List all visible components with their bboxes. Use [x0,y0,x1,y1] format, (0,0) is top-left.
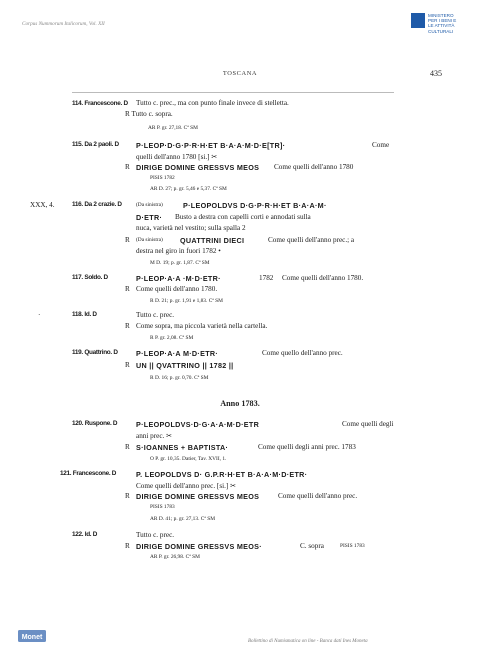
entry-116-pre: (Da sinistra) [136,202,163,208]
entry-120-legend: P·LEOPOLDVS·D·G·A·A·M·D·ETR [136,420,260,429]
entry-116-revdesc2: destra nel giro in fuori 1782 • [136,247,221,255]
journal-header: Corpus Nummorum Italicorum, Vol. XII [22,21,105,27]
entry-115-desc2: quelli dell'anno 1780 [si.] ✂ [136,153,218,161]
monet-logo-icon [18,630,46,642]
section-title: TOSCANA [222,70,258,77]
entry-115-meta: AR D. 27; p. gr. 5,46 e 5,37. Cª SM [150,186,227,192]
entry-120-meta: O P. gr. 10,35. Datier, Tav. XVII, 1. [150,456,227,462]
entry-121-pisis: PISIS 1783 [150,504,175,510]
entry-119-meta: R D. 16; p. gr. 0,70. Cª SM [150,375,209,381]
entry-120-rev: R [125,443,130,451]
svg-text:Monet: Monet [21,634,43,641]
entry-115-revlegend: DIRIGE DOMINE GRESSVS MEOS [136,163,260,172]
entry-114-obverse: Tutto c. prec., ma con punto finale invece di stelletta. [136,99,289,107]
entry-119-revlegend: UN || QVATTRINO || 1782 || [136,361,234,370]
entry-118-rev: R [125,322,130,330]
entry-114-num: 114. Francescone. D [72,100,128,107]
entry-120-revdesc: Come quelli degli anni prec. 1783 [258,443,356,451]
entry-117-rev: R [125,285,130,293]
entry-114-meta: AR P. gr. 27,18. Cª SM [148,125,198,131]
entry-115-rev: R [125,163,130,171]
entry-116-legend: P·LEOPOLDVS D·G·P·R·H·ET B·A·A·M· [183,201,327,210]
entry-122-revlegend: DIRIGE DOMINE GRESSVS MEOS· [136,542,262,551]
entry-122-num: 122. Id. D [72,531,98,538]
entry-115-legend: P·LEOP·D·G·P·R·H·ET B·A·A·M·D·E[TR]· [136,141,286,150]
entry-116-legend2: D·ETR· [136,213,163,222]
entry-117-revdesc: Come quelli dell'anno 1780. [136,285,218,293]
entry-118-desc: Tutto c. prec. [136,311,175,319]
entry-116-revlegend: QUATTRINI DIECI [180,236,245,245]
entry-121-rev: R [125,492,130,500]
ministry-logo-icon [411,13,425,28]
entry-121-legend: P. LEOPOLDVS D· G.P.R·H·ET B·A·A·M·D·ETR· [136,470,308,479]
entry-119-desc: Come quello dell'anno prec. [262,349,343,357]
entry-116-rev: R [125,236,130,244]
footer-credit: Bollettino di Numismatica on line - Banca dati Ines Moneta [248,639,368,644]
entry-116-num: 116. Da 2 crazie. D [72,201,122,208]
entry-118-num: 118. Id. D [72,311,97,318]
entry-119-num: 119. Quattrino. D [72,349,118,356]
ministry-name: MINISTERO PER I BENI E LE ATTIVITÀ CULTURALI [428,13,457,34]
entry-117-desc: Come quelli dell'anno 1780. [282,274,364,282]
entry-121-num: 121. Francescone. D [60,470,117,477]
entry-121-desc: Come quelli dell'anno prec. [si.] ✂ [136,482,237,490]
entry-115-revdesc: Come quelli dell'anno 1780 [274,163,354,171]
entry-115-pisis: PISIS 1782 [150,175,175,181]
header-rule [72,92,394,93]
entry-117-num: 117. Soldo. D [72,274,108,281]
entry-117-meta: R D. 21; p. gr. 1,91 e 1,83. Cª SM [150,298,223,304]
entry-116-side: XXX, 4. [30,201,55,209]
entry-118-side: · [38,311,41,319]
entry-118-meta: R P. gr. 2,08. Cª SM [150,335,194,341]
entry-120-num: 120. Ruspone. D [72,420,118,427]
entry-120-desc: Come quelli degli [342,420,394,428]
entry-121-revlegend: DIRIGE DOMINE GRESSVS MEOS [136,492,260,501]
entry-121-revdesc: Come quelli dell'anno prec. [278,492,358,500]
entry-119-legend: P·LEOP·A·A M·D·ETR· [136,349,219,358]
entry-118-revdesc: Come sopra, ma piccola varietà nella cartella. [136,322,268,330]
entry-116-revpre: (Da sinistra) [136,237,163,243]
entry-120-revlegend: S·IOANNES + BAPTISTA· [136,443,229,452]
entry-119-rev: R [125,361,130,369]
entry-120-desc2: anni prec. ✂ [136,432,173,440]
entry-117-legend2: 1782 [259,274,274,282]
entry-116-desc: Busto a destra con capelli corti e annodati sulla [175,213,311,221]
year-heading: Anno 1783. [220,399,260,408]
page-number: 435 [430,69,442,78]
entry-121-meta: AR D. 41; p. gr. 27,13. Cª SM [150,516,215,522]
entry-116-desc2: nuca, varietà nel vestito; sulla spalla 2 [136,224,246,232]
entry-116-revdesc: Come quelli dell'anno prec.; a [268,236,355,244]
entry-116-meta: M D. 19; p. gr. 1,87. Cª SM [150,260,210,266]
entry-122-meta: AR P. gr. 26,98. Cª SM [150,554,200,560]
entry-114-reverse: R Tutto c. sopra. [125,110,173,118]
entry-122-rev: R [125,542,130,550]
entry-117-legend: P·LEOP·A·A ·M·D·ETR· [136,274,221,283]
entry-122-pisis: PISIS 1783 [340,543,365,549]
entry-115-desc: Come [372,141,390,149]
entry-122-revdesc: C. sopra [300,542,324,550]
entry-122-desc: Tutto c. prec. [136,531,175,539]
entry-115-num: 115. Da 2 paoli. D [72,141,119,148]
